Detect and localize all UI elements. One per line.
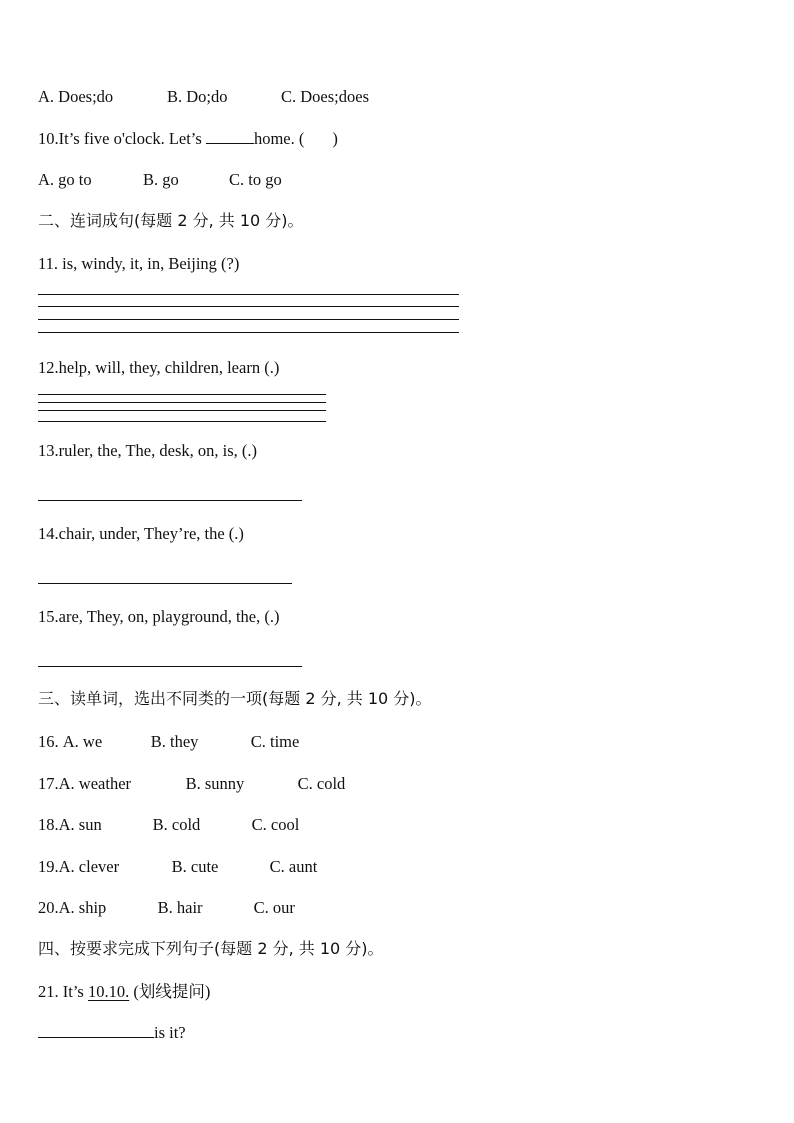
q19-row xyxy=(38,857,317,877)
q21-underlined-time: 10.10. xyxy=(87,982,130,1001)
q18-option-c: C. cool xyxy=(251,815,300,834)
q19-option-c: C. aunt xyxy=(269,857,318,876)
q18-option-b: B. cold xyxy=(152,815,201,834)
q18-number: 18. xyxy=(38,815,59,834)
q21-answer-row xyxy=(38,1023,186,1043)
q11-prompt: 11. is, windy, it, in, Beijing (?) xyxy=(38,254,240,273)
q16-number: 16. xyxy=(38,732,59,751)
q17-row xyxy=(38,774,345,794)
q16-option-b: B. they xyxy=(150,732,199,751)
q18-option-a: A. sun xyxy=(58,815,102,834)
q12-prompt: 12.help, will, they, children, learn (.) xyxy=(38,358,280,377)
q20-option-a: A. ship xyxy=(58,898,107,917)
q10-options xyxy=(38,170,282,190)
q12-answer-line[interactable] xyxy=(38,421,326,422)
q10-question xyxy=(38,129,338,149)
q17-option-a: A. weather xyxy=(58,774,132,793)
q9-option-c: C. Does;does xyxy=(281,87,369,106)
q10-after-blank: home. ( xyxy=(253,129,305,148)
q9-option-a: A. Does;do xyxy=(38,87,114,106)
q16-option-c: C. time xyxy=(250,732,300,751)
q14-prompt: 14.chair, under, They’re, the (.) xyxy=(38,524,244,543)
q18-row xyxy=(38,815,299,835)
q19-option-b: B. cute xyxy=(171,857,219,876)
q15-answer-line[interactable] xyxy=(38,666,302,667)
q15-prompt: 15.are, They, on, playground, the, (.) xyxy=(38,607,280,626)
q10-close-paren: ) xyxy=(332,129,338,148)
q11-answer-line[interactable] xyxy=(38,294,459,295)
q21-answer-suffix: is it? xyxy=(154,1023,186,1042)
q20-row xyxy=(38,898,295,918)
q19-option-a: A. clever xyxy=(58,857,120,876)
q11-answer-line[interactable] xyxy=(38,306,459,307)
q17-number: 17. xyxy=(38,774,59,793)
q21-question xyxy=(38,982,210,1002)
q16-option-a: A. we xyxy=(62,732,103,751)
q12-answer-line[interactable] xyxy=(38,402,326,403)
q10-option-c: C. to go xyxy=(229,170,282,189)
q9-options xyxy=(38,87,369,107)
q16-row xyxy=(38,732,299,752)
q13-prompt: 13.ruler, the, The, desk, on, is, (.) xyxy=(38,441,257,460)
q17-option-b: B. sunny xyxy=(185,774,245,793)
q13-answer-line[interactable] xyxy=(38,500,302,501)
section-3-heading: 三、读单词，选出不同类的一项(每题 2 分, 共 10 分)。 xyxy=(38,689,432,708)
q17-option-c: C. cold xyxy=(297,774,346,793)
q12-answer-line[interactable] xyxy=(38,410,326,411)
q12-answer-line[interactable] xyxy=(38,394,326,395)
q10-prefix: 10.It’s five o'clock. Let’s xyxy=(38,129,202,148)
q20-number: 20. xyxy=(38,898,59,917)
q10-option-a: A. go to xyxy=(38,170,92,189)
q14-answer-line[interactable] xyxy=(38,583,292,584)
q19-number: 19. xyxy=(38,857,59,876)
section-4-heading: 四、按要求完成下列句子(每题 2 分, 共 10 分)。 xyxy=(38,939,384,958)
q21-prefix: 21. It’s xyxy=(38,982,84,1001)
q20-option-b: B. hair xyxy=(157,898,203,917)
q11-answer-line[interactable] xyxy=(38,319,459,320)
q10-answer-blank[interactable] xyxy=(206,143,254,144)
q21-answer-blank[interactable] xyxy=(38,1037,154,1038)
q20-option-c: C. our xyxy=(253,898,295,917)
section-2-heading: 二、连词成句(每题 2 分, 共 10 分)。 xyxy=(38,211,304,230)
q21-instruction-note: (划线提问) xyxy=(133,982,211,1001)
q9-option-b: B. Do;do xyxy=(167,87,228,106)
q10-option-b: B. go xyxy=(143,170,179,189)
q11-answer-line[interactable] xyxy=(38,332,459,333)
